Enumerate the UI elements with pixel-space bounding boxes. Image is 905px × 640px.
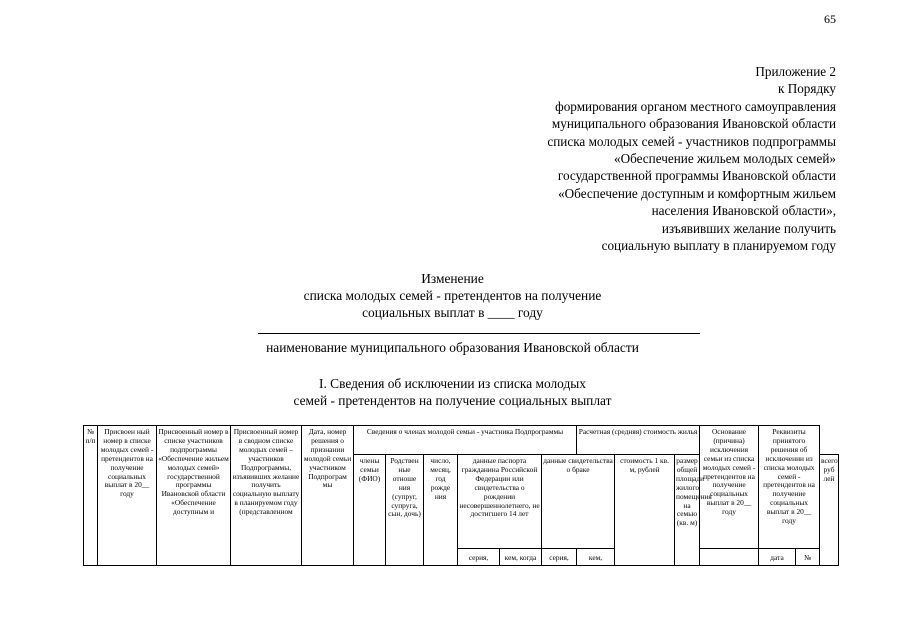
header-col-assigned-number: Присвоен ный номер в списке молодых семей - претендентов на получение социальных выплат в 20__ году xyxy=(98,426,157,566)
header-group-family: Сведения о членах молодой семьи - участника Подпрограммы xyxy=(354,426,577,455)
appendix-line: Приложение 2 xyxy=(755,64,836,79)
header-col-summary-number: Присвоенный номер в сводном списке молодых семей – участников Подпрограммы, изъявивших желание получить социальную выплату в планируемом году (представленном xyxy=(231,426,302,566)
header-col-members: члены семьи (ФИО) xyxy=(354,455,386,566)
section-title-line: I. Сведения об исключении из списка молодых xyxy=(319,376,586,391)
exclusion-table xyxy=(83,425,839,566)
header-col-requisites: Реквизиты принятого решения об исключении из списка молодых семей - претендентов на получение социальных выплат в 20__ году xyxy=(759,426,820,549)
header-col-no: № п/п xyxy=(84,426,98,566)
page-number: 65 xyxy=(824,12,836,26)
header-col-relation: Родствен ные отноше ния (супруг, супруга, сын, дочь) xyxy=(386,455,424,566)
title-line: социальных выплат в ____ году xyxy=(362,305,543,320)
appendix-line: муниципального образования Ивановской области xyxy=(551,116,836,132)
appendix-line: «Обеспечение доступным и комфортным жильем xyxy=(558,185,836,201)
exclusion-table-wrapper xyxy=(83,425,839,578)
section-title xyxy=(0,375,905,409)
section-title-line: семей - претендентов на получение социальных выплат xyxy=(293,393,612,408)
appendix-line: формирования органом местного самоуправления xyxy=(555,98,836,114)
subheader-passport-issued: кем, когда xyxy=(500,549,542,566)
appendix-line: «Обеспечение жильем молодых семей» xyxy=(613,151,836,167)
header-group-cost: Расчетная (средняя) стоимость жилья xyxy=(577,426,700,455)
header-col-reason: Основание (причина) исключения семьи из списка молодых семей - претендентов на получение социальных выплат в 20__ году xyxy=(700,426,759,549)
subheader-marriage-series: серия, xyxy=(542,549,577,566)
header-col-passport: данные паспорта гражданина Российской Федерации или свидетельства о рождении несовершеннолетнего, не достигшего 14 лет xyxy=(458,455,542,549)
municipality-fill-line xyxy=(258,333,700,334)
header-col-total: всего, руб лей xyxy=(820,455,839,566)
header-col-cost-sqm: стоимость 1 кв. м, рублей xyxy=(615,455,675,566)
document-title xyxy=(0,270,905,321)
appendix-line: социальную выплату в планируемом году xyxy=(601,238,836,254)
subheader-requisites-number: № xyxy=(796,549,820,566)
municipality-caption: наименование муниципального образования Ивановской области xyxy=(266,340,639,355)
header-col-program-number: Присвоенный номер в списке участников подпрограммы «Обеспечение жильем молодых семей» государственной программы Ивановской области «Обеспечение доступным и xyxy=(157,426,231,566)
appendix-line: списка молодых семей - участников подпрограммы xyxy=(547,133,836,149)
header-col-area: размер общей площади жилого помещения на семью (кв. м) xyxy=(675,455,700,566)
appendix-line: изъявивших желание получить xyxy=(661,220,836,236)
header-col-birth: число, месяц, год рожде ния xyxy=(424,455,458,566)
title-line: Изменение xyxy=(421,271,484,286)
appendix-line: к Порядку xyxy=(777,81,836,97)
appendix-line: населения Ивановской области», xyxy=(651,203,836,219)
subheader-reason-empty xyxy=(700,549,759,566)
header-col-decision-date: Дата, номер решения о признании молодой семьи участником Подпрограм мы xyxy=(302,426,354,566)
subheader-passport-series: серия, xyxy=(458,549,500,566)
title-line: списка молодых семей - претендентов на получение xyxy=(303,288,602,303)
subheader-marriage-issued: кем, xyxy=(577,549,615,566)
appendix-line: государственной программы Ивановской области xyxy=(557,168,836,184)
appendix-header xyxy=(236,63,836,254)
header-col-marriage: данные свидетельства о браке xyxy=(542,455,615,549)
subheader-requisites-date: дата xyxy=(759,549,796,566)
